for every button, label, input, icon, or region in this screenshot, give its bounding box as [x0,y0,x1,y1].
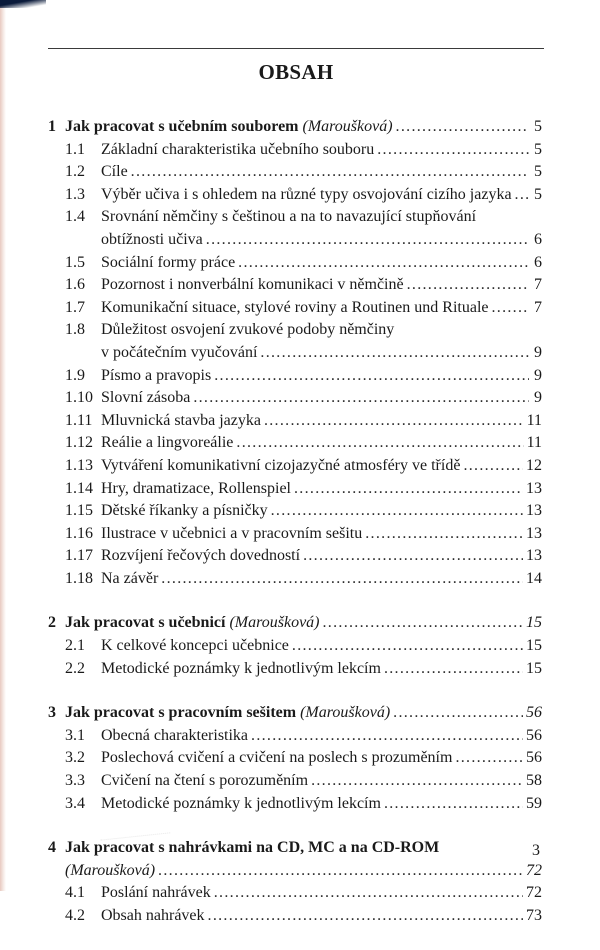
section-row[interactable] [48,297,542,320]
chapter-heading-row[interactable] [48,702,542,725]
section-title-wrap [101,387,532,410]
dot-leader [294,478,523,501]
dot-leader [271,500,523,523]
section-title[interactable]: Poslechová cvičení a cvičení na poslech s prozuměním [101,749,453,767]
scan-corner-artifact [0,0,46,8]
section-page-number[interactable]: 14 [526,569,542,587]
page-edge-shadow [0,0,6,891]
dot-leader [323,612,524,635]
section-row[interactable] [48,793,542,816]
section-number: 1.13 [65,456,93,474]
section-title-wrap [101,252,532,275]
section-title[interactable]: Reálie a lingvoreálie [101,434,234,452]
section-title[interactable]: Poslání nahrávek [101,884,211,902]
section-title-wrap [101,635,526,658]
section-title-wrap [101,365,532,388]
section-number: 1.17 [65,547,93,565]
section-page-number[interactable]: 15 [526,637,542,655]
section-page-number[interactable]: 5 [534,140,542,158]
section-title[interactable]: K celkové koncepci učebnice [101,637,289,655]
section-page-number[interactable]: 13 [526,479,542,497]
section-page-number[interactable]: 7 [534,276,542,294]
section-page-number[interactable]: 6 [534,230,542,248]
section-number: 1.1 [65,140,85,158]
section-title[interactable]: Obsah nahrávek [101,907,205,924]
section-title-wrap [101,500,526,523]
dot-leader [491,297,529,320]
section-number: 1.12 [65,434,93,452]
toc-chapter [48,837,542,927]
section-number: 1.2 [65,163,85,181]
section-row[interactable] [48,635,542,658]
section-page-number[interactable]: 12 [526,456,542,474]
section-number: 3.4 [65,794,85,812]
section-number: 3.3 [65,772,85,790]
chapter-author: (Maroušková) [302,118,393,135]
section-number: 1.7 [65,298,85,316]
section-title[interactable]: Slovní zásoba [101,389,191,407]
section-title-wrap [101,455,526,478]
section-title-wrap [101,139,532,162]
chapter-page-number[interactable]: 56 [526,704,542,722]
section-row[interactable] [48,432,542,455]
dot-leader [251,725,523,748]
section-row[interactable] [48,161,542,184]
section-row[interactable] [48,274,542,297]
section-title-cont-wrap [101,342,532,365]
dot-leader [384,793,523,816]
section-title[interactable]: Cíle [101,163,128,181]
dot-leader [311,770,523,793]
section-page-number[interactable]: 5 [534,185,542,203]
section-title-wrap [101,319,542,342]
dot-leader [393,702,523,725]
chapter-title[interactable]: Jak pracovat s učebním souborem [65,118,299,135]
section-title-wrap [101,747,526,770]
section-row[interactable] [48,252,542,275]
section-title-wrap [101,905,526,928]
chapter-page-number[interactable]: 72 [526,861,542,879]
section-title[interactable]: Základní charakteristika učebního souboru [101,140,375,158]
section-title[interactable]: Pozornost i nonverbální komunikaci v němčině [101,276,404,294]
section-page-number[interactable]: 5 [534,163,542,181]
section-title[interactable]: Komunikační situace, stylové roviny a Routinen und Rituale [101,298,489,316]
section-title[interactable]: Metodické poznámky k jednotlivým lekcím [101,794,381,812]
dot-leader [131,161,529,184]
chapter-title-wrap [65,837,542,860]
dot-leader [214,882,523,905]
chapter-number: 3 [48,704,56,722]
chapter-heading-row[interactable] [48,116,542,139]
section-title-wrap [101,568,526,591]
section-title[interactable]: Mluvnická stavba jazyka [101,411,261,429]
section-number: 1.10 [65,389,93,407]
section-page-number[interactable]: 9 [534,343,542,361]
section-number: 3.1 [65,726,85,744]
section-number: 1.6 [65,276,85,294]
page-title: OBSAH [258,60,334,84]
chapter-title[interactable]: Jak pracovat s nahrávkami na CD, MC a na CD-ROM [65,839,440,857]
chapter-author: (Maroušková) [300,704,391,722]
chapter-page-number[interactable]: 15 [526,614,542,632]
section-row[interactable] [48,410,542,433]
section-title-continuation[interactable]: v počátečním vyučování [101,343,258,361]
chapter-heading-row[interactable] [48,837,542,860]
section-title-wrap [101,793,526,816]
chapter-heading-row[interactable] [48,612,542,635]
section-title-wrap [101,523,526,546]
section-title[interactable]: Vytváření komunikativní cizojazyčné atmosféry ve třídě [101,456,461,474]
chapter-title-wrap [65,612,526,635]
section-number: 2.2 [65,659,85,677]
toc-chapter [48,612,542,680]
dot-leader [238,252,529,275]
dot-leader [407,274,529,297]
section-title-wrap [101,725,526,748]
section-page-number[interactable]: 7 [534,298,542,316]
dot-leader [377,139,529,162]
dot-leader [264,410,524,433]
dot-leader [161,568,523,591]
chapter-author-wrap [65,860,526,883]
section-title-wrap [101,658,526,681]
section-page-number[interactable]: 13 [526,502,542,520]
section-row-continuation[interactable] [48,229,542,252]
section-title[interactable]: Rozvíjení řečových dovedností [101,547,301,565]
dot-leader [396,116,529,139]
chapter-number: 4 [48,839,56,857]
section-page-number[interactable]: 58 [526,772,542,790]
section-title[interactable]: Metodické poznámky k jednotlivým lekcím [101,659,381,677]
section-page-number[interactable]: 13 [526,524,542,542]
header-rule [48,48,544,49]
section-page-number[interactable]: 56 [526,726,542,744]
section-title[interactable]: Písmo a pravopis [101,366,212,384]
section-number: 1.9 [65,366,85,384]
dot-leader [214,365,529,388]
section-page-number[interactable]: 15 [526,659,542,677]
section-page-number[interactable]: 13 [526,547,542,565]
section-row[interactable] [48,500,542,523]
section-row[interactable] [48,206,542,229]
section-number: 1.3 [65,185,85,203]
section-title[interactable]: Cvičení na čtení s porozuměním [101,772,309,790]
section-title-cont-wrap [101,229,532,252]
chapter-title[interactable]: Jak pracovat s učebnicí [65,614,226,632]
dot-leader [236,432,523,455]
section-page-number[interactable]: 56 [526,749,542,767]
dot-leader [365,523,523,546]
section-row[interactable] [48,725,542,748]
section-number: 1.18 [65,569,93,587]
section-row[interactable] [48,568,542,591]
chapter-author: (Maroušková) [229,614,320,632]
section-page-number[interactable]: 73 [526,907,542,924]
section-title[interactable]: Sociální formy práce [101,253,236,271]
section-number: 1.4 [65,208,85,226]
dot-leader [455,747,523,770]
section-number: 1.15 [65,502,93,520]
section-page-number[interactable]: 11 [526,411,542,429]
section-row[interactable] [48,905,542,928]
section-row[interactable] [48,882,542,905]
chapter-author: (Maroušková) [65,861,156,879]
section-row[interactable] [48,184,542,207]
chapter-title-wrap [65,116,532,139]
section-title-wrap [101,410,527,433]
toc-chapter [48,702,542,815]
section-number: 1.11 [65,411,93,429]
section-number: 3.2 [65,749,85,767]
chapter-number: 2 [48,614,56,632]
section-row[interactable] [48,770,542,793]
section-page-number[interactable]: 9 [534,366,542,384]
dot-leader [158,860,523,883]
section-row[interactable] [48,139,542,162]
dot-leader [463,455,523,478]
section-page-number[interactable]: 11 [526,434,542,452]
section-number: 1.5 [65,253,85,271]
section-number: 2.1 [65,637,85,655]
section-row[interactable] [48,455,542,478]
section-row[interactable] [48,545,542,568]
section-title-wrap [101,297,532,320]
section-title-wrap [101,770,526,793]
section-title[interactable]: Na závěr [101,569,159,587]
section-title[interactable]: Obecná charakteristika [101,726,249,744]
chapter-heading-continuation[interactable] [48,860,542,883]
section-number: 4.1 [65,884,85,902]
page-number: 3 [532,842,540,859]
dot-leader [303,545,523,568]
section-number: 1.16 [65,524,93,542]
dot-leader [292,635,523,658]
chapter-number: 1 [48,118,56,135]
section-number: 1.14 [65,479,93,497]
chapter-title[interactable]: Jak pracovat s pracovním sešitem [65,704,297,722]
section-title[interactable]: Dětské říkanky a písničky [101,502,268,520]
section-title[interactable]: Srovnání němčiny s češtinou a na to navazující stupňování [101,208,477,226]
section-title-wrap [101,206,542,229]
dot-leader [193,387,529,410]
table-of-contents [48,116,542,950]
section-title[interactable]: Ilustrace v učebnici a v pracovním sešitu [101,524,363,542]
section-title-wrap [101,478,526,501]
chapter-title-wrap [65,702,526,725]
section-row[interactable] [48,747,542,770]
section-title[interactable]: Důležitost osvojení zvukové podoby němčiny [101,321,395,339]
section-title-continuation[interactable]: obtížnosti učiva [101,230,203,248]
section-title-wrap [101,882,526,905]
section-row-continuation[interactable] [48,342,542,365]
section-row[interactable] [48,387,542,410]
section-title-wrap [101,432,527,455]
section-title-wrap [101,545,526,568]
section-title[interactable]: Hry, dramatizace, Rollenspiel [101,479,291,497]
toc-chapter [48,116,542,590]
section-number: 4.2 [65,907,85,924]
section-row[interactable] [48,365,542,388]
section-row[interactable] [48,319,542,342]
section-title-wrap [101,161,532,184]
section-title-wrap [101,184,532,207]
section-page-number[interactable]: 6 [534,253,542,271]
section-row[interactable] [48,658,542,681]
section-page-number[interactable]: 9 [534,389,542,407]
section-number: 1.8 [65,321,85,339]
dot-leader [384,658,523,681]
dot-leader [208,905,523,928]
dot-leader [260,342,529,365]
dot-leader [206,229,529,252]
section-title-wrap [101,274,532,297]
section-row[interactable] [48,523,542,546]
dot-leader [515,184,529,207]
section-page-number[interactable]: 72 [526,884,542,902]
section-page-number[interactable]: 59 [526,794,542,812]
chapter-page-number[interactable]: 5 [534,118,542,135]
section-title[interactable]: Výběr učiva i s ohledem na různé typy osvojování cizího jazyka [101,185,512,203]
section-row[interactable] [48,478,542,501]
